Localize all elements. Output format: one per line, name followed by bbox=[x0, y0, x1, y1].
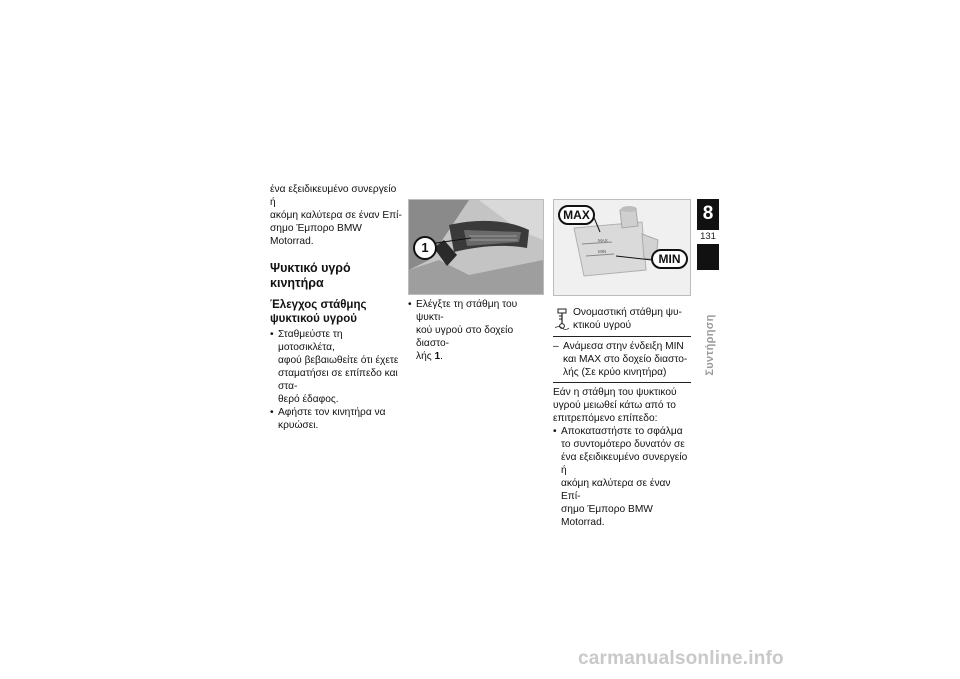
watermark: carmanualsonline.info bbox=[578, 648, 784, 669]
bullet-item bbox=[270, 406, 402, 432]
text-line: σημο Έμπορο BMW Motorrad. bbox=[270, 223, 362, 247]
subsection-heading bbox=[270, 298, 402, 326]
text-line: Ονομαστική στάθμη ψυ- bbox=[573, 307, 682, 318]
text-line: Ελέγξτε τη στάθμη του ψυκτι- bbox=[416, 299, 518, 323]
text-line: θερό έδαφος. bbox=[278, 394, 339, 405]
text-line: υγρού μειωθεί κάτω από το bbox=[553, 400, 676, 411]
text-fragment: λής bbox=[416, 351, 435, 362]
text-line: σημο Έμπορο BMW Motorrad. bbox=[561, 504, 653, 528]
heading-line: Έλεγχος στάθμης bbox=[270, 299, 367, 311]
chapter-tab bbox=[697, 199, 719, 270]
text-line: αφού βεβαιωθείτε ότι έχετε bbox=[278, 355, 399, 366]
text-line: ένα εξειδικευμένο συνεργείο ή bbox=[270, 184, 397, 208]
bullet-item bbox=[408, 298, 542, 363]
text-line bbox=[416, 350, 542, 363]
left-column bbox=[270, 183, 402, 432]
note-header bbox=[553, 306, 691, 332]
text-line: Εάν η στάθμη του ψυκτικού bbox=[553, 387, 677, 398]
heading-line: ψυκτικού υγρού bbox=[270, 313, 357, 325]
small-min-mark: MIN bbox=[598, 249, 607, 254]
max-callout: MAX bbox=[558, 205, 595, 225]
dash-item bbox=[553, 340, 691, 379]
text-line: κτικού υγρού bbox=[573, 320, 632, 331]
section-heading: Ψυκτικό υγρό κινητήρα bbox=[270, 261, 351, 290]
min-callout: MIN bbox=[651, 249, 688, 269]
bullet-icon: • bbox=[553, 426, 557, 437]
text-line: το συντομότερο δυνατόν σε bbox=[561, 439, 685, 450]
text-line: κού υγρού στο δοχείο διαστο- bbox=[416, 325, 514, 349]
dash-icon: – bbox=[553, 341, 559, 352]
bullet-icon: • bbox=[270, 407, 274, 418]
text-line: κρυώσει. bbox=[278, 420, 319, 431]
text-line: Αποκαταστήστε το σφάλμα bbox=[561, 426, 683, 437]
bullet-item bbox=[270, 328, 402, 406]
reference-number: 1 bbox=[434, 351, 441, 362]
small-max-mark: MAX bbox=[598, 238, 608, 243]
text-line: και MAX στο δοχείο διαστο- bbox=[563, 354, 688, 365]
intro-text bbox=[270, 183, 402, 248]
text-line: λής (Σε κρύο κινητήρα) bbox=[563, 367, 667, 378]
bullet-icon: • bbox=[270, 329, 274, 340]
text-line: Ανάμεσα στην ένδειξη MIN bbox=[563, 341, 684, 352]
paragraph bbox=[553, 386, 691, 425]
note-body bbox=[553, 336, 691, 379]
text-line: ένα εξειδικευμένο συνεργείο ή bbox=[561, 452, 688, 476]
coolant-level-diagram bbox=[553, 199, 691, 296]
bullet-icon: • bbox=[408, 299, 412, 310]
right-column bbox=[553, 306, 691, 529]
section-title: Συντήρηση bbox=[703, 314, 716, 376]
text-line: Σταθμεύστε τη μοτοσικλέτα, bbox=[278, 329, 343, 353]
text-line: ακόμη καλύτερα σε έναν Επί- bbox=[270, 210, 402, 221]
middle-column bbox=[408, 298, 542, 363]
text-fragment: . bbox=[440, 351, 444, 362]
nominal-level-note bbox=[553, 306, 691, 383]
section-title-vertical bbox=[700, 300, 719, 390]
coolant-level-icon bbox=[555, 308, 569, 330]
text-line: σταματήσει σε επίπεδο και στα- bbox=[278, 368, 398, 392]
coolant-reservoir-photo bbox=[408, 199, 544, 295]
text-line: επιτρεπόμενο επίπεδο: bbox=[553, 413, 658, 424]
page-number: 131 bbox=[697, 230, 719, 244]
text-line: ακόμη καλύτερα σε έναν Επί- bbox=[561, 478, 671, 502]
text-line: Αφήστε τον κινητήρα να bbox=[278, 407, 386, 418]
callout-1: 1 bbox=[413, 236, 437, 260]
bullet-item bbox=[553, 425, 691, 529]
chapter-number: 8 bbox=[702, 203, 714, 224]
